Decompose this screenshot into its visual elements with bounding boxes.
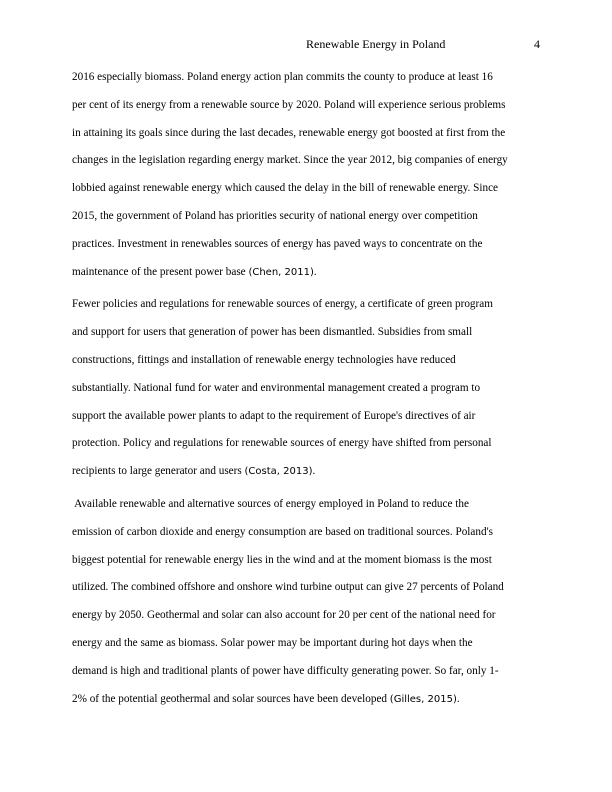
text-line-last [72, 458, 542, 486]
text-line: utilized. The combined offshore and onshore wind turbine output can give 27 percents of Poland [72, 581, 504, 594]
text-line: changes in the legislation regarding energy market. Since the year 2012, big companies of energy [72, 154, 508, 167]
text-line: practices. Investment in renewables sources of energy has paved ways to concentrate on the [72, 237, 483, 250]
citation: (Costa, 2013) [244, 466, 313, 478]
paragraph-1 [72, 64, 542, 286]
line-text: recipients to large generator and users [72, 465, 245, 478]
line-text: 2% of the potential geothermal and solar sources have been developed [72, 692, 390, 705]
line-end: . [312, 465, 316, 478]
text-line: support the available power plants to adapt to the requirement of Europe's directives of air [72, 409, 476, 422]
text-line: emission of carbon dioxide and energy consumption are based on traditional sources. Poland's [72, 525, 493, 538]
text-line: per cent of its energy from a renewable source by 2020. Poland will experience serious problems [72, 98, 506, 111]
text-line: 2016 especially biomass. Poland energy action plan commits the county to produce at least 16 [72, 71, 493, 83]
text-line: substantially. National fund for water and environmental management created a program to [72, 381, 481, 394]
text-line: protection. Policy and regulations for renewable sources of energy have shifted from personal [72, 437, 492, 450]
text-line: demand is high and traditional plants of power have difficulty generating power. So far, only 1- [72, 664, 499, 677]
text-line: biggest potential for renewable energy lies in the wind and at the moment biomass is the most [72, 553, 492, 566]
page-header [0, 36, 612, 52]
text-line-last [72, 259, 542, 287]
paragraph-3 [72, 491, 542, 713]
text-line: 2015, the government of Poland has priorities security of national energy over competition [72, 209, 478, 222]
page-number: 4 [534, 37, 540, 51]
text-line-last [72, 686, 542, 714]
text-line: energy by 2050. Geothermal and solar can also account for 20 per cent of the national need for [72, 609, 496, 622]
paragraph-2 [72, 291, 542, 486]
text-line: lobbied against renewable energy which caused the delay in the bill of renewable energy. Since [72, 182, 499, 195]
text-line: constructions, fittings and installation of renewable energy technologies have reduced [72, 353, 456, 366]
text-line: Fewer policies and regulations for renewable sources of energy, a certificate of green program [72, 298, 493, 311]
text-line: and support for users that generation of power has been dismantled. Subsidies from small [72, 326, 473, 339]
text-line: energy and the same as biomass. Solar power may be important during hot days when the [72, 636, 473, 649]
line-end: . [456, 692, 460, 705]
document-body [72, 64, 542, 718]
text-line: in attaining its goals since during the last decades, renewable energy got boosted at first from the [72, 126, 506, 139]
citation: (Gilles, 2015) [389, 693, 457, 705]
citation: (Chen, 2011) [248, 266, 314, 278]
text-line: Available renewable and alternative sources of energy employed in Poland to reduce the [72, 497, 469, 510]
line-text: maintenance of the present power base [72, 265, 249, 278]
line-end: . [313, 265, 317, 278]
running-head-title: Renewable Energy in Poland [306, 37, 446, 51]
